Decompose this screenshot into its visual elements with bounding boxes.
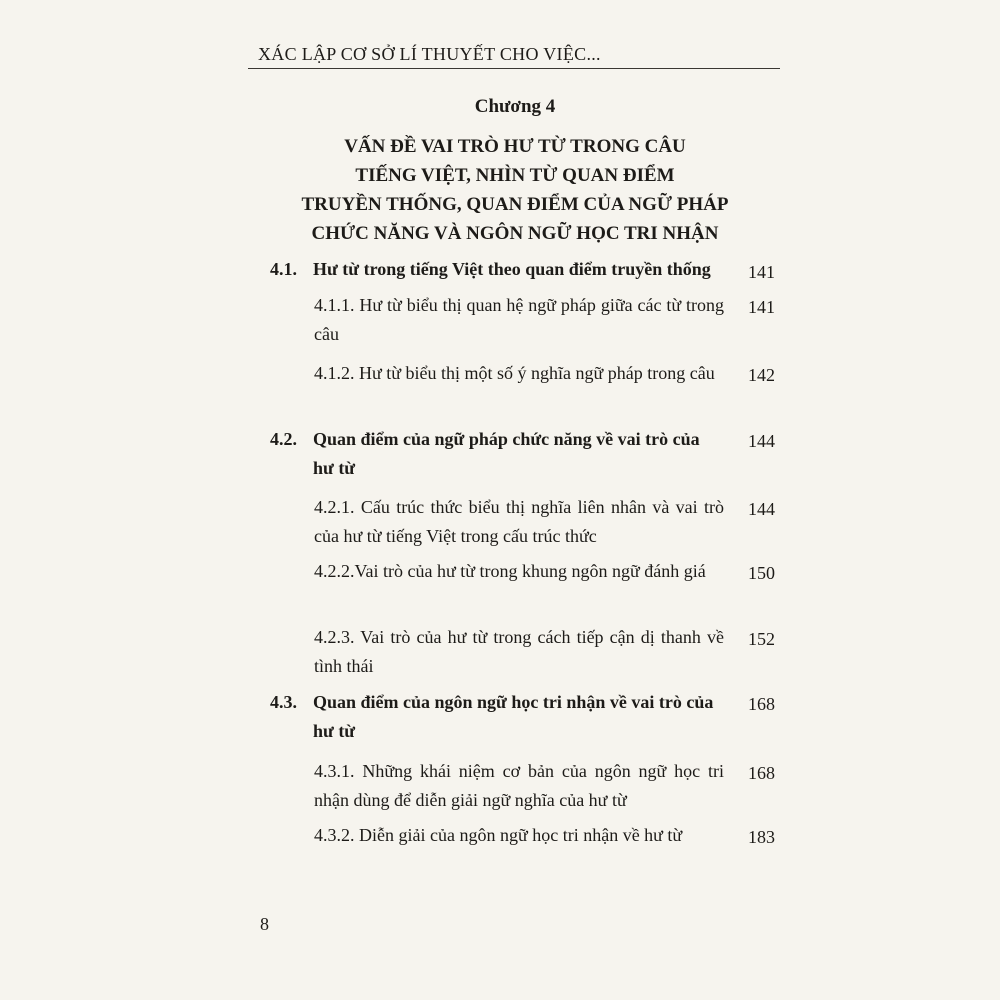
chapter-title-line: TRUYỀN THỐNG, QUAN ĐIỂM CỦA NGỮ PHÁP	[301, 194, 729, 215]
section-number: 4.1.	[270, 259, 297, 279]
section-title: Hư từ trong tiếng Việt theo quan điểm truyền thống	[313, 259, 711, 279]
section-title: Quan điểm của ngữ pháp chức năng về vai trò của hư từ	[313, 429, 700, 478]
page-number: 150	[748, 563, 775, 583]
page-number: 144	[748, 499, 775, 519]
toc-section-4-1	[270, 255, 720, 284]
toc-subsection-4-2-1: 4.2.1. Cấu trúc thức biểu thị nghĩa liên nhân và vai trò của hư từ tiếng Việt trong cấu trúc thức	[314, 497, 724, 546]
toc-subsection-4-3-1: 4.3.1. Những khái niệm cơ bản của ngôn ngữ học tri nhận dùng để diễn giải ngữ nghĩa của hư từ	[314, 761, 724, 810]
page-number: 141	[748, 297, 775, 317]
running-header: XÁC LẬP CƠ SỞ LÍ THUYẾT CHO VIỆC...	[258, 44, 601, 64]
chapter-title-line: CHỨC NĂNG VÀ NGÔN NGỮ HỌC TRI NHẬN	[311, 223, 719, 244]
page-number: 152	[748, 629, 775, 649]
section-number: 4.3.	[270, 692, 297, 712]
chapter-label: Chương 4	[474, 96, 556, 117]
toc-subsection-4-2-3: 4.2.3. Vai trò của hư từ trong cách tiếp cận dị thanh về tình thái	[314, 627, 724, 676]
toc-section-4-2	[270, 425, 720, 483]
toc-subsection-4-3-2: 4.3.2. Diễn giải của ngôn ngữ học tri nhận về hư từ	[314, 825, 683, 845]
page-number: 168	[748, 763, 775, 783]
chapter-title-line: TIẾNG VIỆT, NHÌN TỪ QUAN ĐIỂM	[355, 165, 675, 186]
toc-subsection-4-2-2: 4.2.2.Vai trò của hư từ trong khung ngôn ngữ đánh giá	[314, 561, 706, 581]
toc-subsection-4-1-1: 4.1.1. Hư từ biểu thị quan hệ ngữ pháp giữa các từ trong câu	[314, 295, 724, 344]
section-number: 4.2.	[270, 429, 297, 449]
page-number: 168	[748, 694, 775, 714]
page-number: 183	[748, 827, 775, 847]
page-number: 144	[748, 431, 775, 451]
page-number: 141	[748, 262, 775, 282]
folio-page-number: 8	[260, 914, 269, 934]
page-number: 142	[748, 365, 775, 385]
toc-subsection-4-1-2: 4.1.2. Hư từ biểu thị một số ý nghĩa ngữ pháp trong câu	[314, 363, 715, 383]
chapter-title-line: VẤN ĐỀ VAI TRÒ HƯ TỪ TRONG CÂU	[344, 136, 686, 157]
toc-section-4-3	[270, 688, 720, 746]
section-title: Quan điểm của ngôn ngữ học tri nhận về vai trò của hư từ	[313, 692, 714, 741]
